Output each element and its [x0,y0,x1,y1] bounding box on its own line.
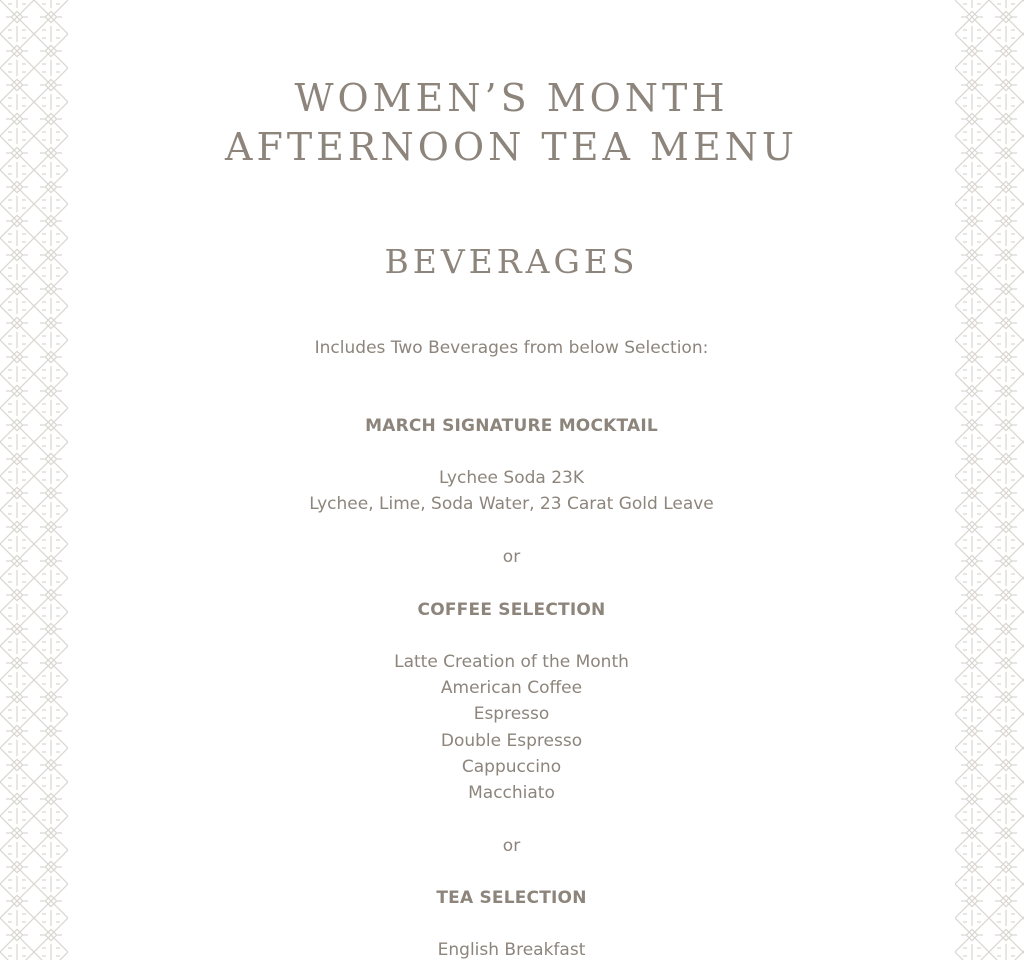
menu-content [68,0,955,960]
tea-heading: TEA SELECTION [436,888,587,908]
mocktail-description: Lychee, Lime, Soda Water, 23 Carat Gold Leave [309,494,714,514]
menu-title-line1: WOMEN’S MONTH [294,76,729,120]
section-title-beverages: BEVERAGES [384,242,639,281]
coffee-item: Cappuccino [461,757,562,777]
menu-title-line2: AFTERNOON TEA MENU [225,125,798,169]
coffee-item: American Coffee [440,678,583,698]
right-pattern-border [955,0,1024,960]
coffee-item: Macchiato [468,783,555,803]
coffee-item: Double Espresso [440,731,583,751]
intro-text: Includes Two Beverages from below Selection: [314,338,709,358]
coffee-item: Espresso [473,704,550,724]
separator-or: or [502,547,521,567]
separator-or: or [502,836,521,856]
tea-item: English Breakfast [437,940,586,960]
mocktail-name: Lychee Soda 23K [439,468,584,488]
left-pattern-border [0,0,68,960]
mocktail-heading: MARCH SIGNATURE MOCKTAIL [365,416,658,436]
coffee-heading: COFFEE SELECTION [417,600,606,620]
coffee-item: Latte Creation of the Month [394,652,629,672]
